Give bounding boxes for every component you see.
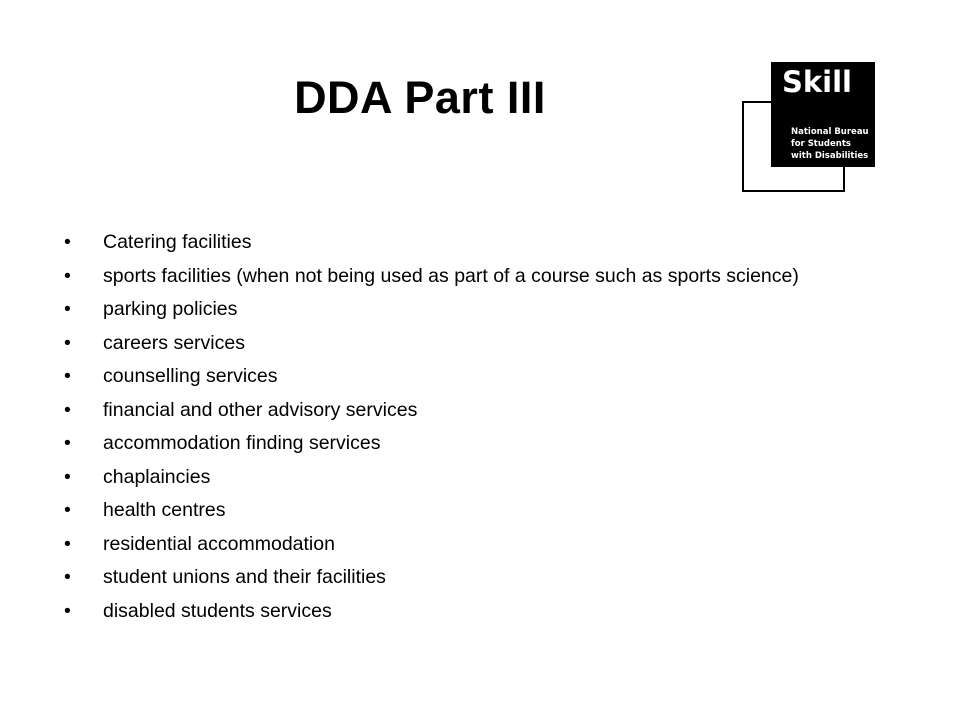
bullet-item xyxy=(64,532,884,556)
bullet-text: counselling services xyxy=(103,365,278,387)
bullet-item xyxy=(64,297,884,321)
bullet-marker: • xyxy=(64,532,71,555)
bullet-marker: • xyxy=(64,231,71,253)
bullet-text: careers services xyxy=(103,331,245,354)
bullet-item xyxy=(64,599,884,623)
bullet-marker: • xyxy=(64,566,71,588)
bullet-item xyxy=(64,498,884,522)
bullet-text: accommodation finding services xyxy=(103,432,381,454)
bullet-item xyxy=(64,364,884,388)
bullet-marker: • xyxy=(64,465,71,488)
bullet-text: Catering facilities xyxy=(103,231,252,253)
logo-subtitle-line: National Bureau xyxy=(791,127,869,137)
bullet-marker: • xyxy=(64,499,71,521)
bullet-text: sports facilities (when not being used as part of a course such as sports science) xyxy=(103,264,799,287)
bullet-text: chaplaincies xyxy=(103,465,211,488)
bullet-marker: • xyxy=(64,365,71,387)
bullet-marker: • xyxy=(64,398,71,421)
bullet-text: residential accommodation xyxy=(103,532,335,555)
bullet-item xyxy=(64,465,884,489)
logo-subtitle-line: for Students xyxy=(791,139,851,149)
bullet-marker: • xyxy=(64,264,71,287)
logo-black-box xyxy=(771,62,875,167)
bullet-text: health centres xyxy=(103,499,226,521)
bullet-marker: • xyxy=(64,331,71,354)
bullet-text: disabled students services xyxy=(103,599,332,622)
bullet-text: student unions and their facilities xyxy=(103,566,386,588)
bullet-item xyxy=(64,431,884,455)
bullet-item xyxy=(64,565,884,589)
bullet-list xyxy=(64,230,884,632)
logo-subtitle-line: with Disabilities xyxy=(791,151,869,161)
logo-subtitle xyxy=(791,126,869,162)
slide-title: DDA Part III xyxy=(294,72,546,123)
bullet-item xyxy=(64,398,884,422)
bullet-item xyxy=(64,331,884,355)
bullet-text: parking policies xyxy=(103,298,238,320)
bullet-text: financial and other advisory services xyxy=(103,398,418,421)
bullet-marker: • xyxy=(64,432,71,454)
bullet-item xyxy=(64,264,884,288)
bullet-item xyxy=(64,230,884,254)
bullet-marker: • xyxy=(64,298,71,320)
logo-wordmark: Skill xyxy=(782,65,852,99)
bullet-marker: • xyxy=(64,599,71,622)
skill-logo xyxy=(742,62,876,194)
